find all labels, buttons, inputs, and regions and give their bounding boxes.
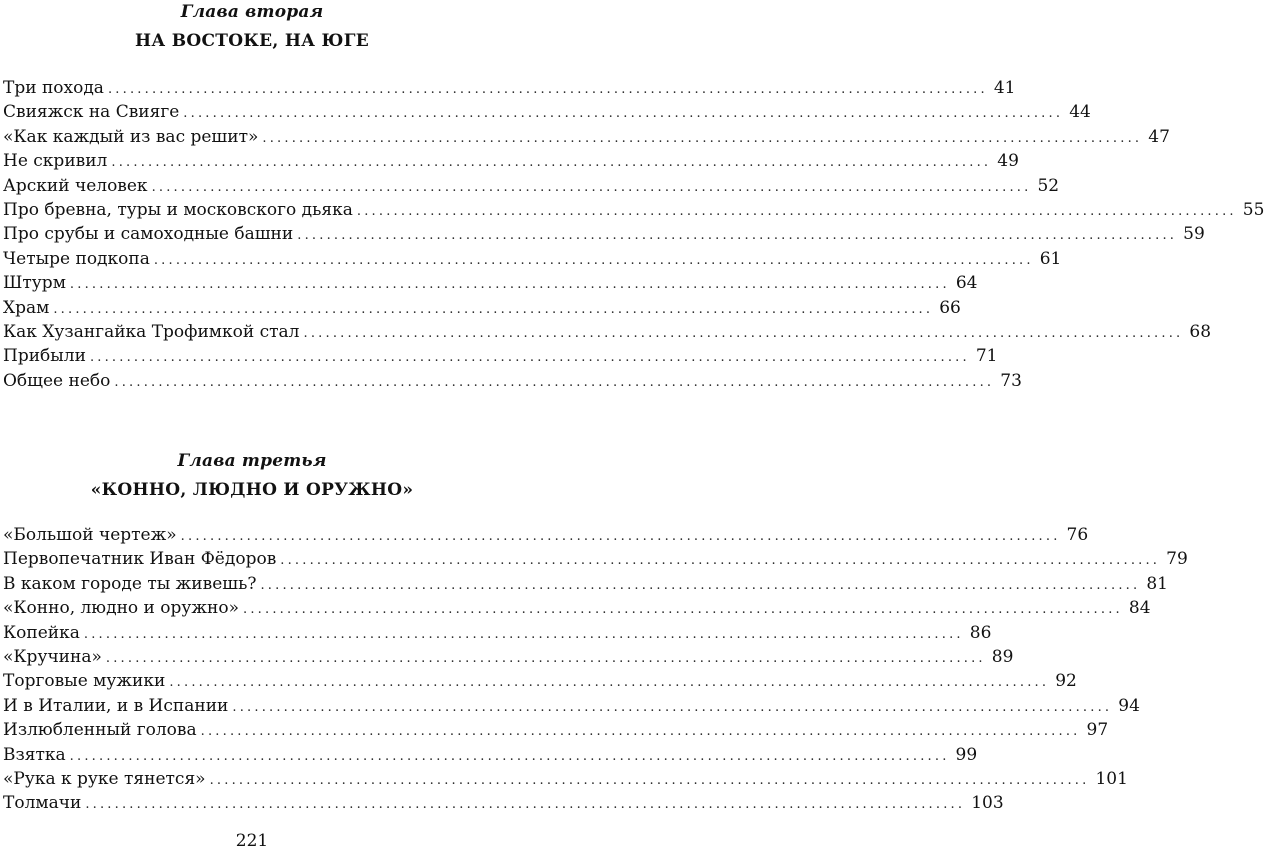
dot-leader: ........................................................................................................................ [243,602,1123,618]
toc-entry-title: «Конно, людно и оружно» [3,598,239,619]
toc-entry[interactable] [3,224,1205,248]
toc-entry-page: 64 [955,273,978,294]
toc-entry-page: 49 [997,151,1019,172]
toc-entry[interactable] [3,175,1060,200]
dot-leader: ........................................................................................................................ [209,772,1090,788]
toc-entry[interactable] [3,370,1022,395]
toc-entry[interactable] [3,573,1168,598]
dot-leader: ........................................................................................................................ [200,724,1081,740]
toc-entry-title: «Большой чертеж» [3,525,177,545]
toc-entry[interactable] [3,744,978,769]
toc-entry-page: 99 [955,744,978,765]
toc-entry[interactable] [3,622,992,647]
toc-entry-page: 76 [1066,525,1089,545]
toc-entry-title: «Рука к руке тянется» [3,768,206,789]
toc-entry-title: «Кручина» [3,646,102,667]
dot-leader: ........................................................................................................................ [356,203,1237,219]
toc-entry-page: 68 [1189,321,1212,342]
toc-entry-page: 61 [1039,248,1062,269]
toc-entry[interactable] [3,549,1188,573]
toc-entry-page: 55 [1242,199,1264,220]
toc-entry-page: 52 [1037,175,1060,196]
toc-entry-title: Прибыли [3,346,86,367]
toc-entry[interactable] [3,297,961,322]
dot-leader: ........................................................................................................................ [85,797,966,813]
toc-entry-page: 92 [1055,671,1077,692]
toc-entry-title: Общее небо [3,370,111,391]
toc-entry-page: 94 [1118,695,1140,716]
toc-entry-title: Арский человек [3,175,148,196]
toc-entry[interactable] [3,321,1212,346]
chapter-label: Глава третья [177,451,327,471]
toc-entry-page: 86 [969,622,992,643]
toc-entry-page: 84 [1128,598,1151,619]
toc-entry-title: Штурм [3,273,66,294]
toc-entry[interactable] [3,598,1151,622]
dot-leader: ........................................................................................................................ [111,155,992,171]
dot-leader: ........................................................................................................................ [183,106,1064,122]
toc-entry-page: 101 [1095,768,1128,789]
dot-leader: ........................................................................................................................ [169,675,1050,691]
dot-leader: ........................................................................................................................ [105,650,986,666]
toc-entry-page: 73 [1000,370,1022,391]
toc-entry-page: 103 [971,793,1004,814]
dot-leader: ........................................................................................................................ [260,577,1141,593]
toc-entry-title: Три похода [3,78,104,98]
toc-entry-title: В каком городе ты живешь? [3,573,257,594]
toc-entry-page: 97 [1086,720,1109,741]
toc-entry[interactable] [3,248,1062,273]
toc-entry-page: 41 [993,78,1016,98]
toc-entry[interactable] [3,199,1264,224]
toc-entry-title: Первопечатник Иван Фёдоров [3,549,277,570]
dot-leader: ........................................................................................................................ [114,374,995,390]
toc-entry[interactable] [3,102,1091,126]
toc-entry-page: 59 [1183,224,1205,245]
toc-entry-title: «Как каждый из вас решит» [3,126,259,147]
toc-entry-title: И в Италии, и в Испании [3,695,229,716]
chapter-label: Глава вторая [180,2,324,22]
toc-entry-page: 79 [1166,549,1188,570]
toc-entry-page: 89 [991,646,1014,667]
toc-entry-title: Про бревна, туры и московского дьяка [3,199,353,220]
toc-entry-page: 71 [975,346,998,367]
toc-entry-page: 47 [1148,126,1170,147]
toc-entry-title: Торговые мужики [3,671,166,692]
toc-entry-title: Четыре подкопа [3,248,150,269]
dot-leader: ........................................................................................................................ [232,699,1113,715]
table-of-contents [3,525,1188,818]
dot-leader: ........................................................................................................................ [107,82,988,97]
toc-entry-title: Копейка [3,622,80,643]
dot-leader: ........................................................................................................................ [69,277,950,293]
toc-entry-page: 66 [939,297,961,318]
chapter-title: «КОННО, ЛЮДНО И ОРУЖНО» [90,480,414,500]
dot-leader: ........................................................................................................................ [69,748,950,764]
toc-entry[interactable] [3,768,1128,793]
dot-leader: ........................................................................................................................ [262,130,1143,146]
dot-leader: ........................................................................................................................ [297,228,1178,244]
toc-entry[interactable] [3,720,1109,744]
dot-leader: ........................................................................................................................ [83,626,964,642]
dot-leader: ........................................................................................................................ [151,179,1032,195]
chapter-title: НА ВОСТОКЕ, НА ЮГЕ [134,31,370,51]
toc-entry-page: 44 [1069,102,1091,123]
dot-leader: ........................................................................................................................ [180,529,1061,544]
dot-leader: ........................................................................................................................ [153,252,1034,268]
toc-entry[interactable] [3,78,1016,102]
toc-entry-title: Излюбленный голова [3,720,197,741]
dot-leader: ........................................................................................................................ [89,350,970,366]
toc-entry[interactable] [3,695,1140,720]
table-of-contents [3,78,1264,395]
toc-entry-page: 81 [1146,573,1168,594]
toc-entry[interactable] [3,346,998,370]
page-number: 221 [235,831,269,851]
toc-entry[interactable] [3,646,1014,671]
toc-entry-title: Взятка [3,744,66,765]
toc-entry-title: Храм [3,297,50,318]
toc-entry[interactable] [3,793,1004,817]
toc-entry[interactable] [3,273,978,297]
toc-entry[interactable] [3,525,1089,549]
toc-entry[interactable] [3,671,1077,695]
dot-leader: ........................................................................................................................ [280,553,1161,569]
toc-entry-title: Как Хузангайка Трофимкой стал [3,321,300,342]
toc-entry-title: Не скривил [3,151,108,172]
toc-entry[interactable] [3,126,1170,151]
toc-entry-title: Про срубы и самоходные башни [3,224,294,245]
toc-entry-title: Толмачи [3,793,82,814]
toc-entry[interactable] [3,151,1019,175]
toc-entry-title: Свияжск на Свияге [3,102,180,123]
dot-leader: ........................................................................................................................ [53,301,934,317]
dot-leader: ........................................................................................................................ [303,325,1184,341]
